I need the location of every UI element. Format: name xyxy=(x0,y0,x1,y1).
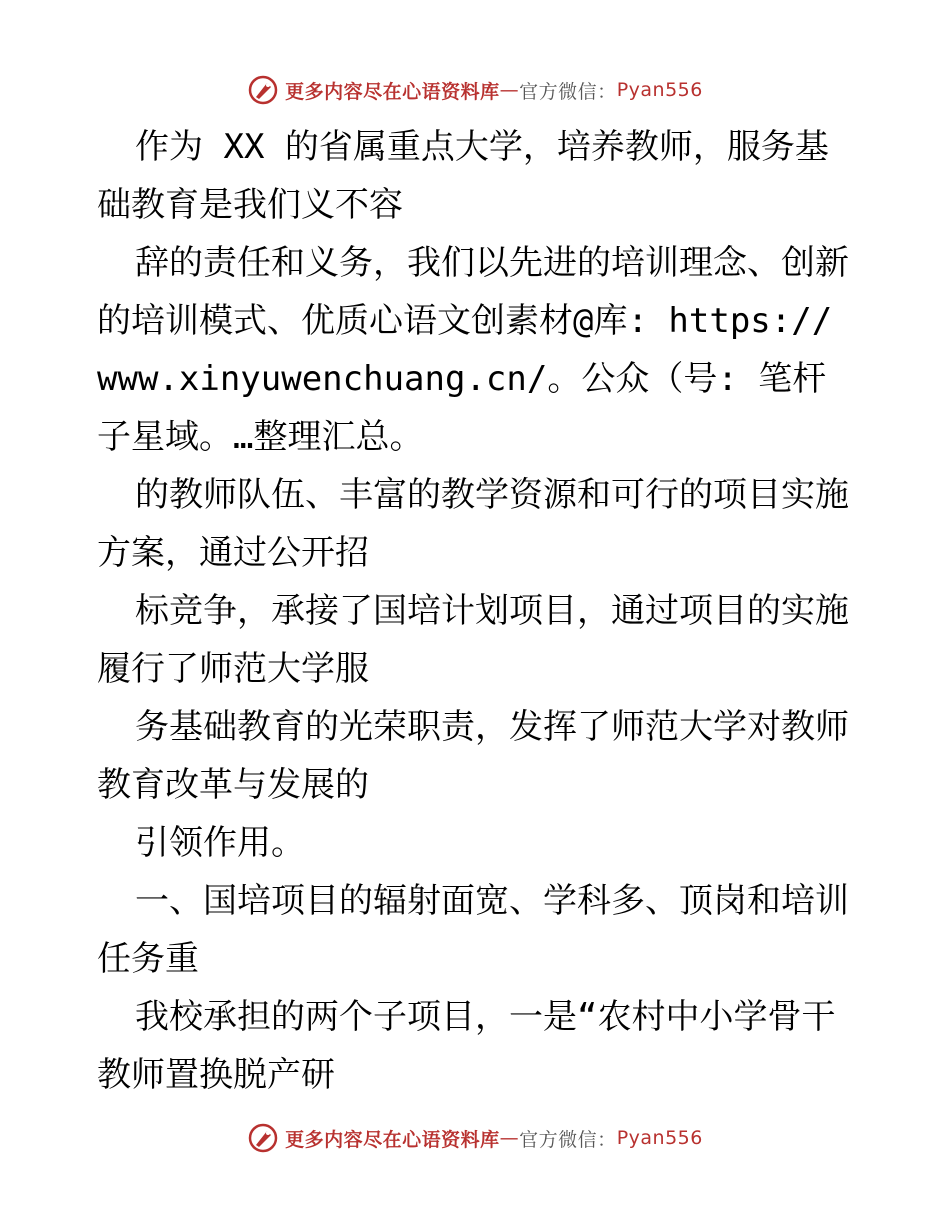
paragraph-7: 我校承担的两个子项目，一是“农村中小学骨干教师置换脱产研 xyxy=(97,997,836,1095)
paragraph-6: 引领作用。 xyxy=(135,823,305,863)
section-heading: 一、国培项目的辐射面宽、学科多、顶岗和培训任务重 xyxy=(97,881,849,979)
pen-nib-logo-icon xyxy=(247,1122,279,1154)
footer-handle: Pyan556 xyxy=(616,1127,703,1149)
document-body xyxy=(97,118,857,1104)
header-handle: Pyan556 xyxy=(616,79,703,101)
paragraph-5: 务基础教育的光荣职责，发挥了师范大学对教师教育改革与发展的 xyxy=(97,707,849,805)
pen-nib-logo-icon xyxy=(247,74,279,106)
paragraph-2: 辞的责任和义务，我们以先进的培训理念、创新的培训模式、优质心语文创素材@库: https:// www.xinyuwenchuang.cn/。公众（号: 笔杆子星域。…整理汇总。 xyxy=(97,243,849,457)
paragraph-3: 的教师队伍、丰富的教学资源和可行的项目实施方案，通过公开招 xyxy=(97,475,849,573)
paragraph-4: 标竞争，承接了国培计划项目，通过项目的实施履行了师范大学服 xyxy=(97,591,849,689)
footer-watermark xyxy=(0,1118,950,1158)
paragraph-1: 作为 XX 的省属重点大学，培养教师，服务基础教育是我们义不容 xyxy=(97,127,829,225)
footer-separator: — xyxy=(499,1127,520,1149)
header-brand-text: 更多内容尽在心语资料库 xyxy=(285,80,500,103)
header-label-text: 官方微信： xyxy=(519,80,617,103)
header-watermark xyxy=(0,70,950,110)
footer-brand-text: 更多内容尽在心语资料库 xyxy=(285,1128,500,1151)
footer-label-text: 官方微信： xyxy=(519,1128,617,1151)
header-separator: — xyxy=(499,79,520,101)
